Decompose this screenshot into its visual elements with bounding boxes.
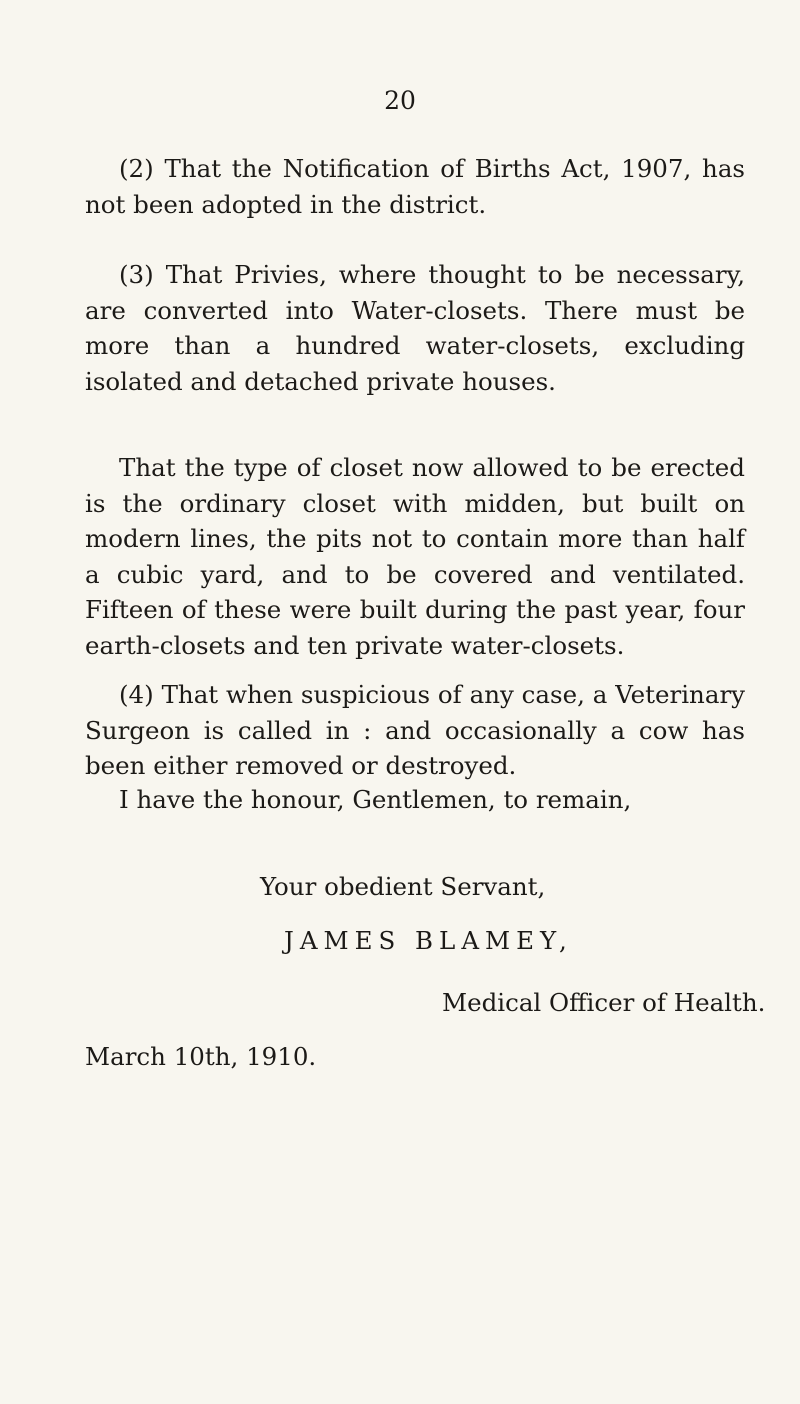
paragraph-privies: [85, 257, 745, 399]
paragraph-veterinary: [85, 677, 745, 784]
signature-name: JAMES BLAMEY,: [284, 926, 573, 955]
page-number: 20: [384, 86, 416, 115]
paragraph-text: (3) That Privies, where thought to be necessary, are converted into Water-closets. There must be more than a hundred water-closets, excluding isolated and detached private houses.: [85, 260, 745, 396]
letter-date: March 10th, 1910.: [85, 1042, 317, 1071]
valediction: Your obedient Servant,: [260, 872, 546, 901]
closing-line: I have the honour, Gentlemen, to remain,: [119, 785, 632, 814]
signature-title: Medical Officer of Health.: [442, 988, 766, 1017]
paragraph-text: That the type of closet now allowed to be erected is the ordinary closet with midden, but built on modern lines, the pits not to contain more than half a cubic yard, and to be covered and ventilated. Fifteen of these were built during the past year, four earth-closets and ten private water-closets.: [85, 453, 745, 660]
paragraph-text: (4) That when suspicious of any case, a Veterinary Surgeon is called in : and occasionally a cow has been either removed or destroyed.: [85, 680, 745, 781]
paragraph-closet-type: [85, 450, 745, 664]
paragraph-births-act: [85, 151, 745, 222]
paragraph-text: (2) That the Notification of Births Act, 1907, has not been adopted in the district.: [85, 154, 745, 219]
